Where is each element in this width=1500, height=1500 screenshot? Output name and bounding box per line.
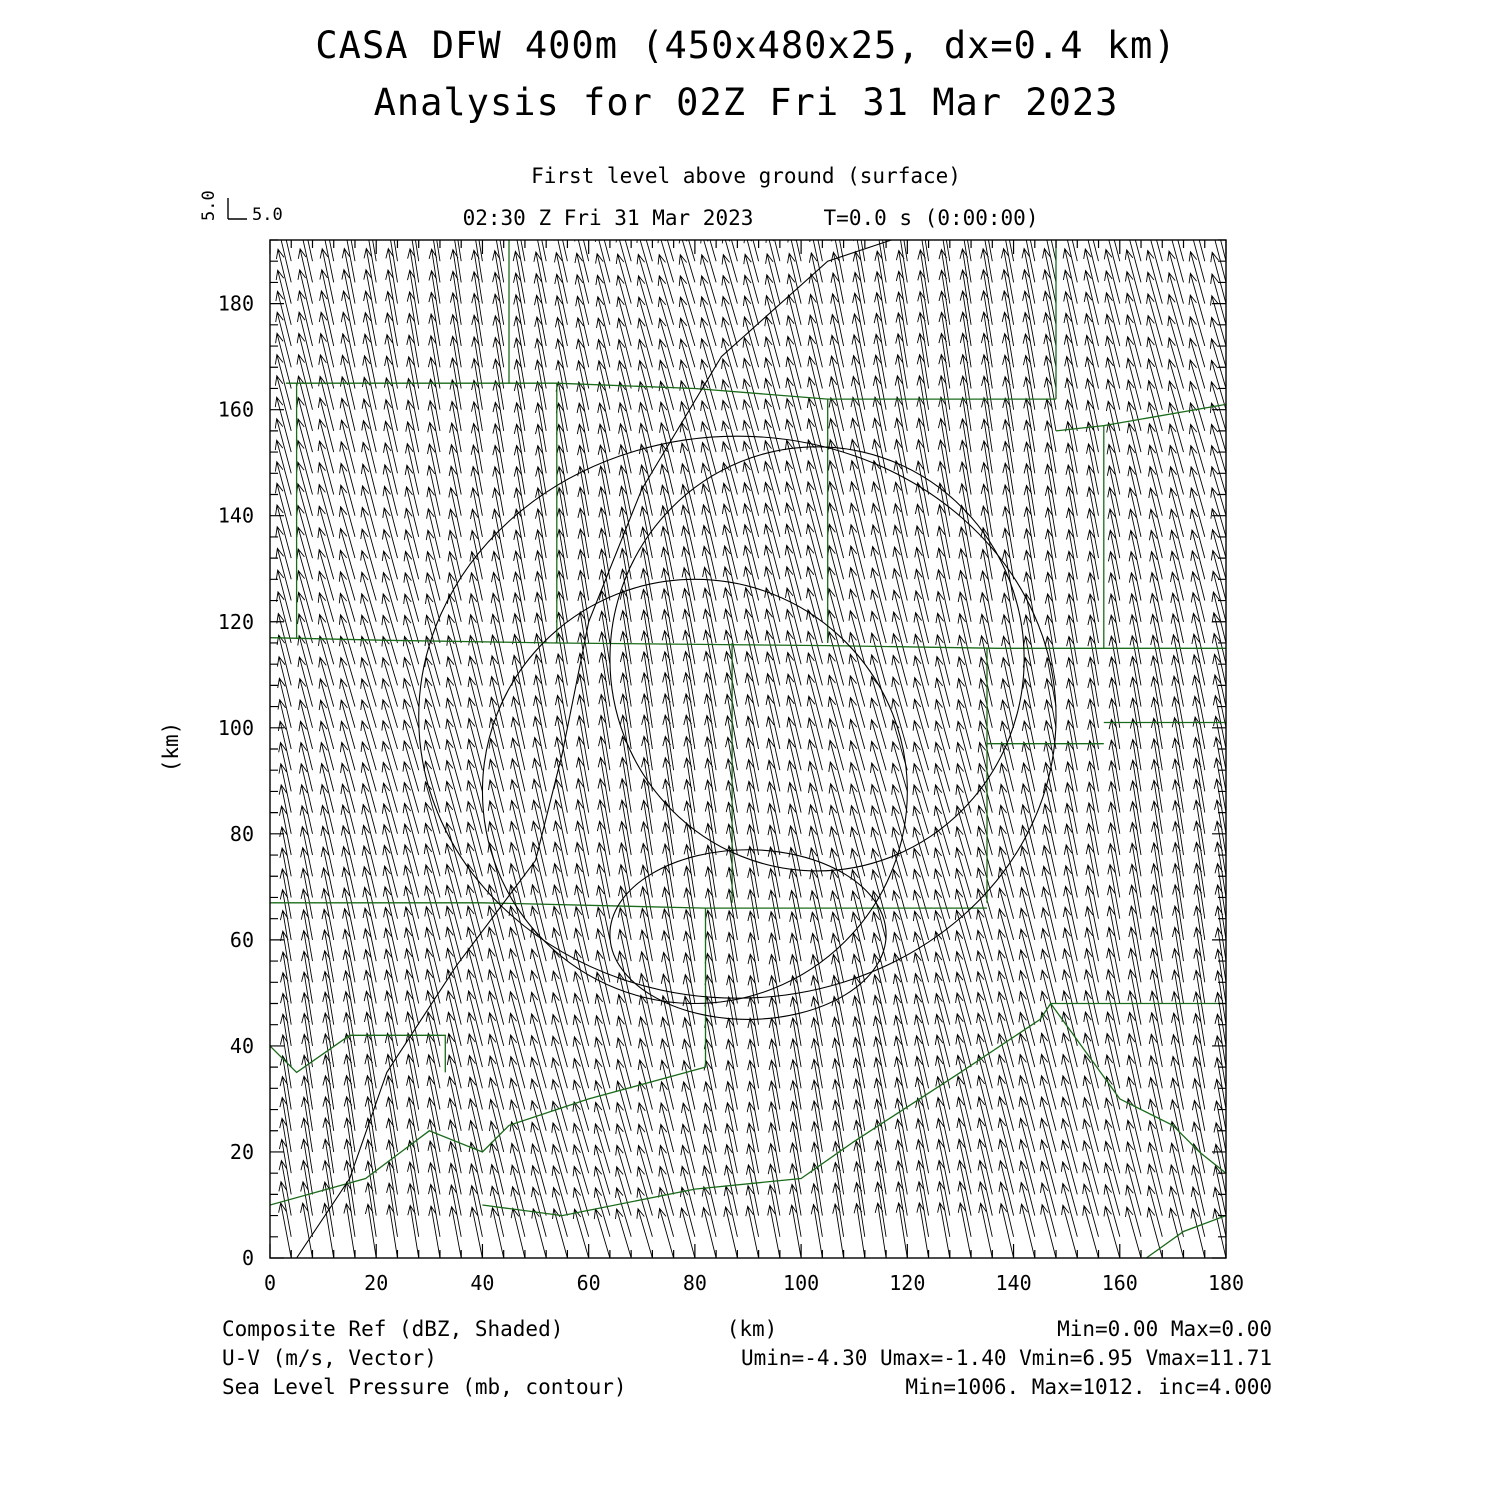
x-tick-labels [264,1271,1244,1295]
y-tick-label: 0 [241,1246,254,1270]
slp-contour-2 [419,436,1056,998]
y-tick-label: 160 [217,397,254,422]
footer-field-2-stats: Umin=-4.30 Umax=-1.40 Vmin=6.95 Vmax=11.71 [740,1346,1272,1370]
y-tick-labels [218,292,254,1270]
title-line-2: Analysis for 02Z Fri 31 Mar 2023 [373,81,1119,124]
y-tick-label: 20 [229,1139,254,1164]
county-boundary-layer [270,240,1226,1258]
y-tick-label: 60 [229,927,254,952]
footer-field-1-stats: Min=0.00 Max=0.00 [1057,1317,1272,1341]
y-tick-label: 180 [217,291,254,316]
x-tick-label: 140 [995,1271,1032,1295]
valid-time: 02:30 Z Fri 31 Mar 2023 [462,206,754,230]
footer-field-3-stats: Min=1006. Max=1012. inc=4.000 [905,1375,1272,1399]
footer-field-3: Sea Level Pressure (mb, contour) [222,1375,627,1399]
footer-field-2: U-V (m/s, Vector) [222,1346,437,1370]
wind-vectors [254,185,1226,1258]
y-tick-label: 120 [217,609,254,634]
ref-vector-u-label: 5.0 [252,205,283,225]
y-axis-label: (km) [159,721,183,773]
x-tick-label: 100 [783,1271,820,1295]
time-step: T=0.0 s (0:00:00) [823,206,1039,230]
reference-vector-legend [199,190,283,225]
wind-vector-layer [254,185,1226,1258]
x-tick-label: 40 [470,1271,495,1295]
x-tick-label: 20 [364,1271,389,1295]
x-tick-label: 160 [1101,1271,1138,1295]
slp-open-contour-0 [297,240,892,1258]
footer-field-1: Composite Ref (dBZ, Shaded) [222,1317,564,1341]
y-tick-label: 100 [217,715,254,740]
title-line-1: CASA DFW 400m (450x480x25, dx=0.4 km) [315,24,1177,67]
x-tick-label: 120 [889,1271,926,1295]
y-tick-label: 140 [217,503,254,528]
level-subtitle: First level above ground (surface) [531,164,961,188]
x-tick-label: 0 [263,1271,277,1295]
county-boundary-14 [270,908,706,1205]
county-boundary-1 [286,383,1056,399]
y-tick-label: 40 [229,1033,254,1058]
y-tick-label: 80 [229,821,254,846]
x-tick-label: 180 [1207,1271,1245,1295]
x-axis-label: (km) [726,1317,778,1341]
x-tick-label: 80 [682,1271,707,1295]
x-tick-label: 60 [576,1271,601,1295]
ref-vector-v-label: 5.0 [199,190,219,221]
